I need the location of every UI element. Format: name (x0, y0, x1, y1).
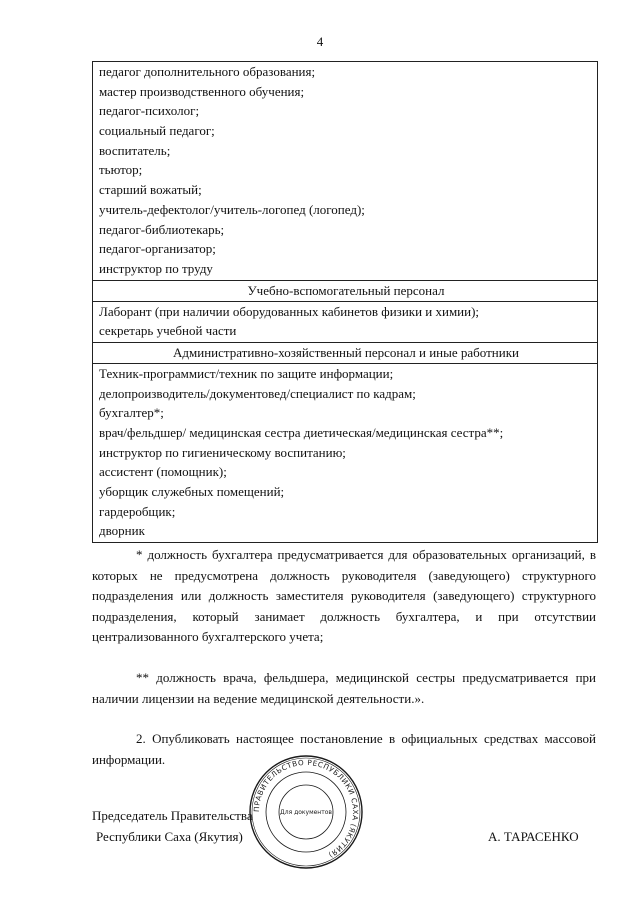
list-item: учитель-дефектолог/учитель-логопед (логопед); (99, 201, 365, 217)
block2-cell (93, 301, 598, 342)
signature-position-line1: Председатель Правительства (92, 808, 253, 823)
list-item: педагог-библиотекарь; (99, 221, 225, 237)
list-item: ассистент (помощник); (99, 464, 227, 480)
signature-name: А. ТАРАСЕНКО (488, 829, 579, 844)
list-item: педагог-психолог; (99, 103, 200, 119)
table-row (93, 280, 598, 301)
list-item: воспитатель; (99, 142, 171, 158)
seal-outer-text: ПРАВИТЕЛЬСТВО РЕСПУБЛИКИ САХА (ЯКУТИЯ) (251, 757, 361, 860)
list-item: гардеробщик; (99, 503, 176, 519)
footnote-accountant: * должность бухгалтера предусматривается для образовательных организаций, в которых не предусмотрена должность руководителя (заведующего) структурного подразделения или должность заместителя руководителя (заведующего) структурного подразделения, который занимает должность бухгалтера, и при отсутствии централизованного бухгалтерского учета; (92, 547, 596, 644)
section-header-admin-staff: Административно-хозяйственный персонал и иные работники (93, 342, 598, 363)
list-item: уборщик служебных помещений; (99, 484, 285, 500)
footnote-medical: ** должность врача, фельдшера, медицинской сестры предусматривается при наличии лицензии на ведение медицинской деятельности.». (92, 670, 596, 706)
table-row (93, 62, 598, 281)
list-item: педагог дополнительного образования; (99, 64, 316, 79)
list-item: бухгалтер*; (99, 405, 164, 421)
list-item: секретарь учебной части (99, 323, 237, 339)
page-number: 4 (316, 34, 324, 49)
list-item: Лаборант (при наличии оборудованных кабинетов физики и химии); (99, 303, 480, 319)
list-item: педагог-организатор; (99, 241, 216, 257)
list-item: инструктор по труду (99, 260, 213, 276)
table-row (93, 363, 598, 542)
list-item: мастер производственного обучения; (99, 83, 305, 99)
list-item: тьютор; (99, 162, 143, 178)
list-item: делопроизводитель/документовед/специалист по кадрам; (99, 385, 416, 401)
signature-position-line2: Республики Саха (Якутия) (96, 829, 243, 844)
section-header-support-staff: Учебно-вспомогательный персонал (93, 280, 598, 301)
list-item: Техник-программист/техник по защите информации; (99, 365, 394, 381)
signature-position (92, 805, 253, 847)
list-item: врач/фельдшер/ медицинская сестра диетическая/медицинская сестра**; (99, 425, 504, 440)
seal-inner-text: Для документов (280, 809, 332, 816)
block3-cell (93, 363, 598, 542)
list-item: инструктор по гигиеническому воспитанию; (99, 444, 346, 460)
staff-table (92, 61, 598, 543)
table-row (93, 342, 598, 363)
official-seal-icon (248, 754, 364, 870)
block1-cell (93, 62, 598, 281)
list-item: дворник (99, 523, 145, 539)
table-row (93, 301, 598, 342)
list-item: старший вожатый; (99, 182, 202, 198)
list-item: социальный педагог; (99, 123, 215, 139)
paragraph-publish: 2. Опубликовать настоящее постановление в официальных средствах массовой информации. (92, 731, 596, 767)
